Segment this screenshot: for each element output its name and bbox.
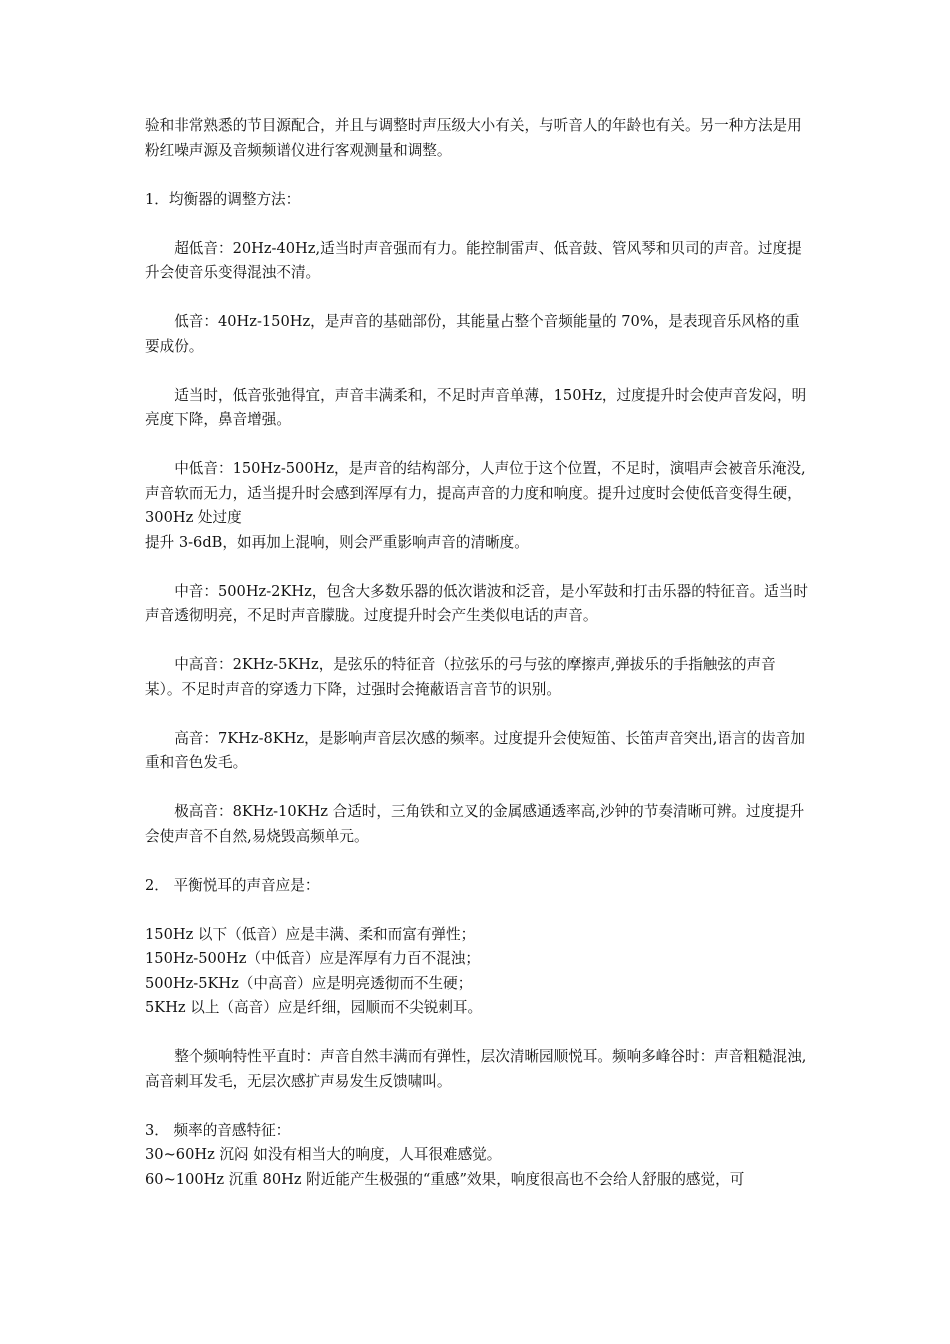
high-mid-paragraph: 中高音：2KHz-5KHz，是弦乐的特征音（拉弦乐的弓与弦的摩擦声,弹拔乐的手指触弦的声音某）。不足时声音的穿透力下降，过强时会掩蔽语言音节的识别。 — [145, 656, 776, 698]
low-mid-line-2: 提升 3-6dB，如再加上混响，则会严重影响声音的清晰度。 — [145, 533, 529, 551]
balance-item: 500Hz-5KHz（中高音）应是明亮透彻而不生硬； — [145, 974, 473, 992]
low-mid-line-1: 中低音：150Hz-500Hz，是声音的结构部分，人声位于这个位置，不足时，演唱声会被音乐淹没,声音软而无力，适当提升时会感到浑厚有力，提高声音的力度和响度。提升过度时会使低音变得生硬，300Hz 处过度 — [145, 460, 806, 526]
mid-paragraph: 中音：500Hz-2KHz，包含大多数乐器的低次谐波和泛音，是小军鼓和打击乐器的特征音。适当时声音透彻明亮，不足时声音朦胧。过度提升时会产生类似电话的声音。 — [145, 582, 808, 624]
document-page — [145, 114, 810, 1192]
frequency-item: 60~100Hz 沉重 80Hz 附近能产生极强的“重感”效果，响度很高也不会给人舒服的感觉，可 — [145, 1170, 745, 1188]
treble-paragraph: 高音：7KHz-8KHz，是影响声音层次感的频率。过度提升会使短笛、长笛声音突出,语言的齿音加重和音色发毛。 — [145, 729, 805, 771]
intro-paragraph: 验和非常熟悉的节目源配合，并且与调整时声压级大小有关，与听音人的年龄也有关。另一种方法是用粉红噪声源及音频频谱仪进行客观测量和调整。 — [145, 117, 802, 159]
section2-heading: 2． 平衡悦耳的声音应是： — [145, 876, 320, 894]
section3-block — [145, 1119, 810, 1193]
bass-paragraph: 低音：40Hz-150Hz，是声音的基础部份，其能量占整个音频能量的 70%，是表现音乐风格的重要成份。 — [145, 313, 800, 355]
balance-item: 150Hz-500Hz（中低音）应是浑厚有力百不混浊； — [145, 950, 480, 967]
section1-heading: 1．均衡器的调整方法： — [145, 190, 301, 208]
balance-item: 5KHz 以上（高音）应是纤细，园顺而不尖锐刺耳。 — [145, 999, 483, 1016]
section3-heading: 3． 频率的音感特征： — [145, 1121, 291, 1139]
balance-item: 150Hz 以下（低音）应是丰满、柔和而富有弹性； — [145, 925, 476, 943]
bass-detail-paragraph: 适当时，低音张弛得宜，声音丰满柔和，不足时声音单薄，150Hz，过度提升时会使声音发闷，明亮度下降，鼻音增强。 — [145, 386, 807, 428]
sub-bass-paragraph: 超低音：20Hz-40Hz,适当时声音强而有力。能控制雷声、低音鼓、管风琴和贝司的声音。过度提升会使音乐变得混浊不清。 — [145, 239, 802, 281]
ultra-high-paragraph: 极高音：8KHz-10KHz 合适时，三角铁和立叉的金属感通透率高,沙钟的节奏清晰可辨。过度提升会使声音不自然,易烧毁高频单元。 — [145, 803, 805, 845]
summary-paragraph: 整个频响特性平直时：声音自然丰满而有弹性，层次清晰园顺悦耳。频响多峰谷时：声音粗糙混浊,高音刺耳发毛，无层次感扩声易发生反馈啸叫。 — [145, 1048, 807, 1090]
frequency-item: 30~60Hz 沉闷 如没有相当大的响度，人耳很难感觉。 — [145, 1146, 502, 1163]
balance-list — [145, 923, 810, 1021]
low-mid-paragraph — [145, 457, 810, 555]
